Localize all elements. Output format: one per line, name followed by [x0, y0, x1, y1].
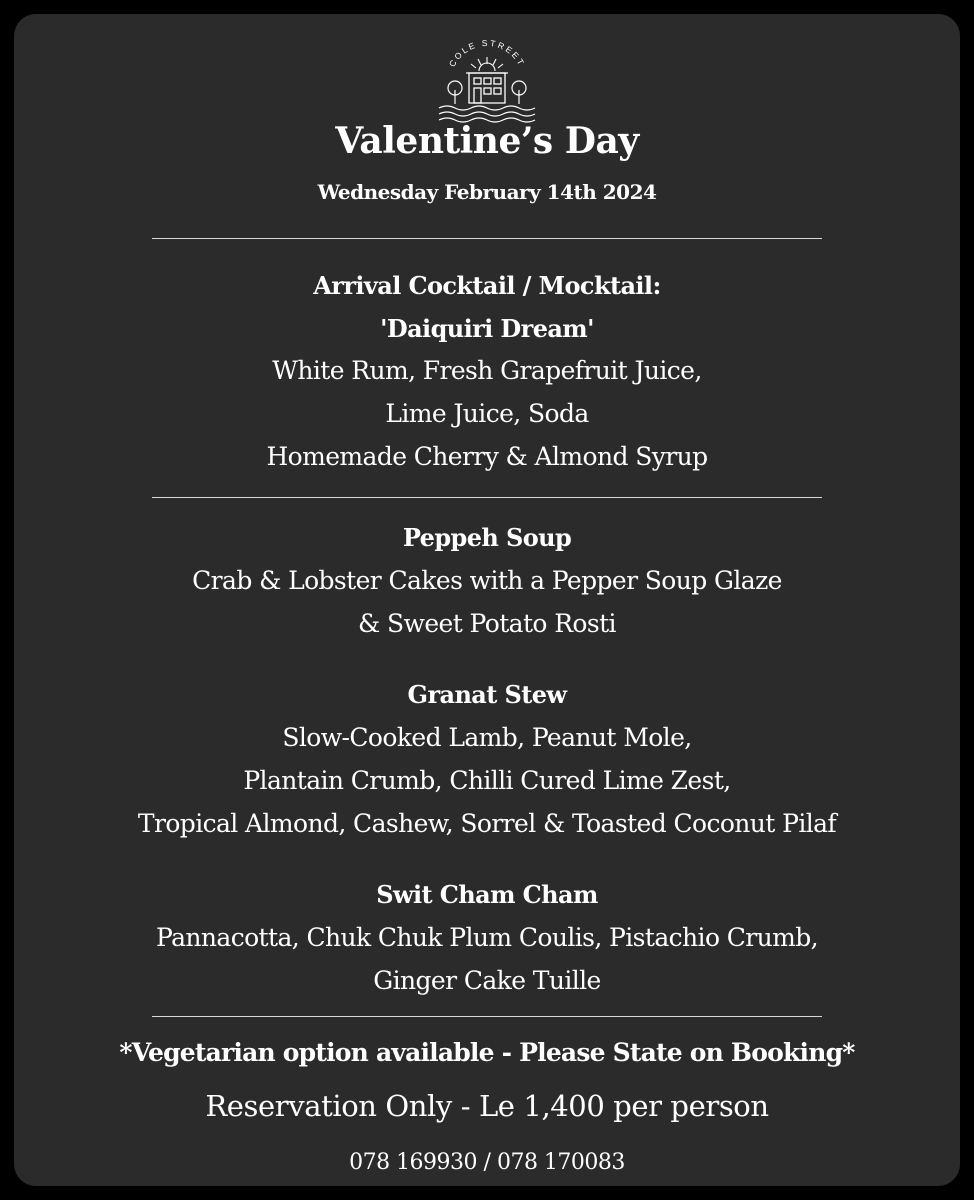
course-description-line: & Sweet Potato Rosti [358, 609, 616, 638]
course-description-line: Tropical Almond, Cashew, Sorrel & Toasted Coconut Pilaf [137, 809, 837, 838]
vegetarian-note: *Vegetarian option available - Please State on Booking* [119, 1038, 855, 1067]
divider [152, 1016, 822, 1017]
cocktail-description-line: Homemade Cherry & Almond Syrup [266, 442, 708, 471]
course-description-line: Plantain Crumb, Chilli Cured Lime Zest, [243, 766, 731, 795]
course-description-line: Pannacotta, Chuk Chuk Plum Coulis, Pistachio Crumb, [155, 923, 818, 952]
course-description-line: Slow-Cooked Lamb, Peanut Mole, [282, 723, 692, 752]
cocktail-description-line: White Rum, Fresh Grapefruit Juice, [272, 356, 702, 385]
cocktail-name: 'Daiquiri Dream' [380, 314, 594, 343]
course-name: Granat Stew [407, 680, 567, 709]
phone-numbers: 078 169930 / 078 170083 [349, 1150, 625, 1175]
course-name: Peppeh Soup [402, 523, 572, 552]
page-title: Valentine’s Day [335, 120, 639, 162]
divider [152, 238, 822, 239]
course-description-line: Crab & Lobster Cakes with a Pepper Soup Glaze [192, 566, 782, 595]
divider [152, 497, 822, 498]
cole-street-logo [435, 24, 539, 128]
cocktail-heading: Arrival Cocktail / Mocktail: [313, 271, 661, 300]
course-name: Swit Cham Cham [376, 880, 598, 909]
event-date: Wednesday February 14th 2024 [317, 180, 657, 204]
course-description-line: Ginger Cake Tuille [373, 966, 601, 995]
logo-text: COLE STREET [446, 37, 528, 69]
cocktail-description-line: Lime Juice, Soda [385, 399, 589, 428]
reservation-price: Reservation Only - Le 1,400 per person [205, 1089, 769, 1123]
menu-card [14, 14, 960, 1186]
